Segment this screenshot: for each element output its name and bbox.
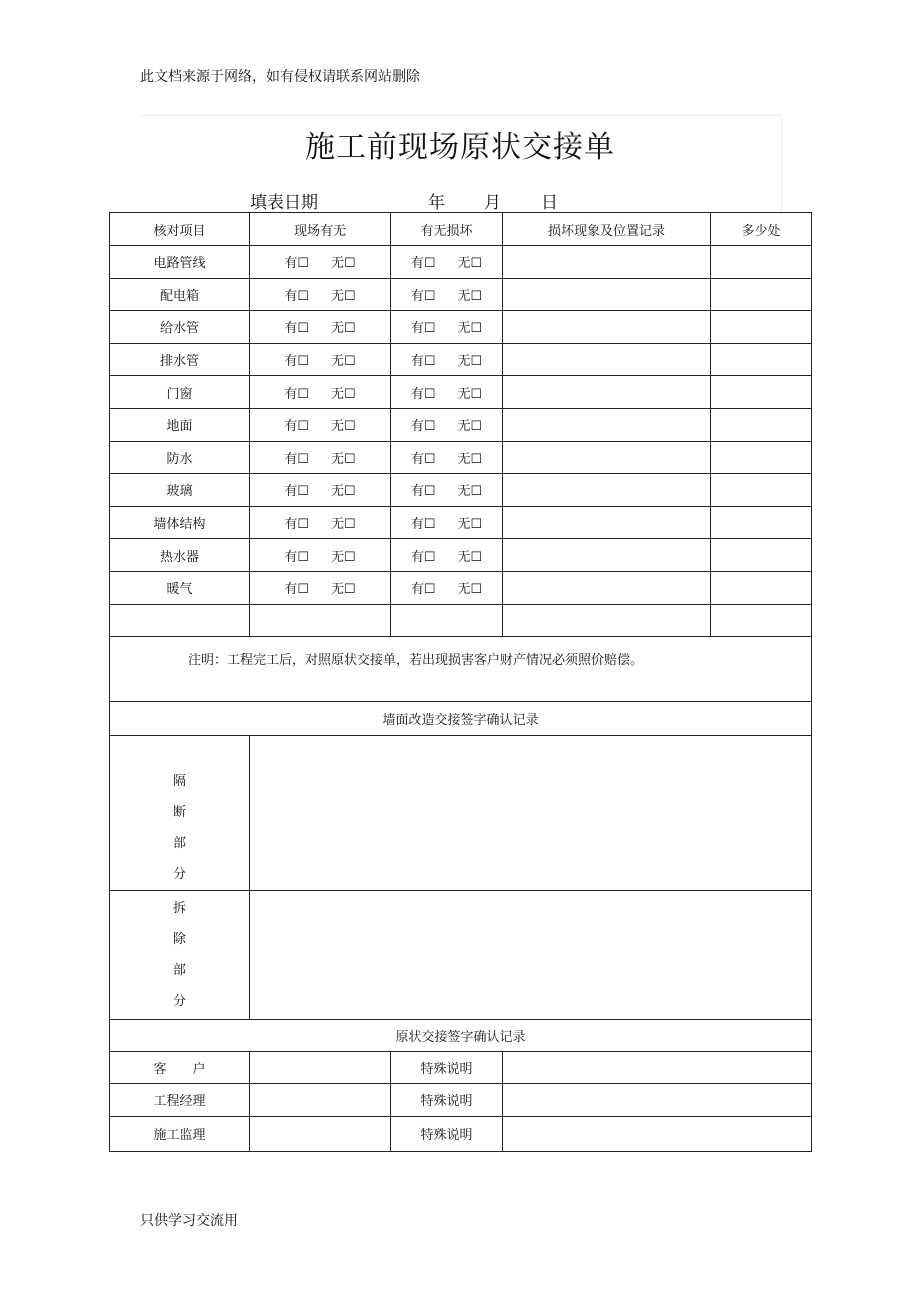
yes-checkbox[interactable]: 有☐ bbox=[410, 582, 436, 598]
count-cell[interactable] bbox=[711, 539, 812, 572]
yes-checkbox[interactable]: 有☐ bbox=[284, 549, 309, 565]
yes-checkbox[interactable]: 有☐ bbox=[284, 288, 309, 304]
present-cell bbox=[250, 278, 391, 311]
no-checkbox[interactable]: 无☐ bbox=[457, 386, 483, 402]
item-name: 玻璃 bbox=[110, 474, 250, 507]
demolition-label bbox=[110, 890, 250, 1019]
blank-record-cell[interactable] bbox=[503, 604, 711, 636]
record-cell[interactable] bbox=[503, 278, 711, 311]
demolition-char: 分 bbox=[172, 993, 186, 1009]
count-cell[interactable] bbox=[711, 343, 812, 376]
record-cell[interactable] bbox=[503, 311, 711, 344]
no-checkbox[interactable]: 无☐ bbox=[457, 419, 483, 435]
partition-label bbox=[110, 735, 250, 890]
damaged-cell bbox=[391, 408, 503, 441]
yes-checkbox[interactable]: 有☐ bbox=[284, 582, 309, 598]
no-checkbox[interactable]: 无☐ bbox=[457, 451, 483, 467]
note-text: 注明：工程完工后，对照原状交接单，若出现损害客户财产情况必须照价赔偿。 bbox=[110, 636, 812, 701]
damaged-cell bbox=[391, 506, 503, 539]
sign-input-cell[interactable] bbox=[250, 1116, 391, 1151]
header-row bbox=[110, 213, 812, 246]
item-row bbox=[110, 441, 812, 474]
item-name: 电路管线 bbox=[110, 246, 250, 279]
record-cell[interactable] bbox=[503, 474, 711, 507]
wall-section-title-row bbox=[110, 701, 812, 735]
yes-checkbox[interactable]: 有☐ bbox=[410, 451, 436, 467]
record-cell[interactable] bbox=[503, 343, 711, 376]
count-cell[interactable] bbox=[711, 246, 812, 279]
partition-row bbox=[110, 735, 812, 890]
present-cell bbox=[250, 376, 391, 409]
sign-note-label: 特殊说明 bbox=[391, 1116, 503, 1151]
item-name: 门窗 bbox=[110, 376, 250, 409]
partition-char: 断 bbox=[172, 804, 186, 820]
blank-count-cell[interactable] bbox=[711, 604, 812, 636]
sign-note-cell[interactable] bbox=[503, 1084, 812, 1117]
record-cell[interactable] bbox=[503, 376, 711, 409]
no-checkbox[interactable]: 无☐ bbox=[331, 517, 356, 533]
yes-checkbox[interactable]: 有☐ bbox=[284, 484, 309, 500]
item-name: 墙体结构 bbox=[110, 506, 250, 539]
yes-checkbox[interactable]: 有☐ bbox=[410, 321, 436, 337]
sign-note-label: 特殊说明 bbox=[391, 1051, 503, 1084]
blank-item-cell[interactable] bbox=[110, 604, 250, 636]
present-cell bbox=[250, 441, 391, 474]
damaged-cell bbox=[391, 571, 503, 604]
col-header-count: 多少处 bbox=[711, 213, 812, 246]
yes-checkbox[interactable]: 有☐ bbox=[410, 517, 436, 533]
present-cell bbox=[250, 311, 391, 344]
no-checkbox[interactable]: 无☐ bbox=[331, 484, 356, 500]
no-checkbox[interactable]: 无☐ bbox=[331, 256, 356, 272]
no-checkbox[interactable]: 无☐ bbox=[457, 288, 483, 304]
item-name: 地面 bbox=[110, 408, 250, 441]
sign-row-manager bbox=[110, 1084, 812, 1117]
present-cell bbox=[250, 343, 391, 376]
no-checkbox[interactable]: 无☐ bbox=[331, 288, 356, 304]
present-cell bbox=[250, 246, 391, 279]
count-cell[interactable] bbox=[711, 311, 812, 344]
item-name: 防水 bbox=[110, 441, 250, 474]
sign-input-cell[interactable] bbox=[250, 1051, 391, 1084]
damaged-cell bbox=[391, 474, 503, 507]
no-checkbox[interactable]: 无☐ bbox=[457, 549, 483, 565]
item-row bbox=[110, 343, 812, 376]
demolition-content-cell[interactable] bbox=[250, 890, 812, 1019]
partition-char: 分 bbox=[172, 866, 186, 882]
partition-char: 部 bbox=[172, 835, 186, 851]
no-checkbox[interactable]: 无☐ bbox=[331, 451, 356, 467]
yes-checkbox[interactable]: 有☐ bbox=[284, 517, 309, 533]
no-checkbox[interactable]: 无☐ bbox=[331, 321, 356, 337]
wall-section-title: 墙面改造交接签字确认记录 bbox=[110, 701, 812, 735]
no-checkbox[interactable]: 无☐ bbox=[331, 582, 356, 598]
item-row bbox=[110, 278, 812, 311]
sign-role: 工程经理 bbox=[110, 1084, 250, 1117]
partition-char: 隔 bbox=[172, 773, 186, 789]
no-checkbox[interactable]: 无☐ bbox=[331, 549, 356, 565]
item-row bbox=[110, 571, 812, 604]
count-cell[interactable] bbox=[711, 278, 812, 311]
sign-section-title-row bbox=[110, 1019, 812, 1051]
item-row bbox=[110, 311, 812, 344]
date-day: 日 bbox=[541, 193, 558, 213]
header-note: 此文档来源于网络，如有侵权请联系网站删除 bbox=[140, 69, 420, 85]
present-cell bbox=[250, 571, 391, 604]
record-cell[interactable] bbox=[503, 539, 711, 572]
item-name: 配电箱 bbox=[110, 278, 250, 311]
count-cell[interactable] bbox=[711, 571, 812, 604]
no-checkbox[interactable]: 无☐ bbox=[457, 256, 483, 272]
yes-checkbox[interactable]: 有☐ bbox=[284, 419, 309, 435]
no-checkbox[interactable]: 无☐ bbox=[457, 354, 483, 370]
item-name: 热水器 bbox=[110, 539, 250, 572]
blank-present-cell[interactable] bbox=[250, 604, 391, 636]
damaged-cell bbox=[391, 539, 503, 572]
partition-content-cell[interactable] bbox=[250, 735, 812, 890]
no-checkbox[interactable]: 无☐ bbox=[457, 484, 483, 500]
damaged-cell bbox=[391, 343, 503, 376]
demolition-char: 部 bbox=[172, 962, 186, 978]
yes-checkbox[interactable]: 有☐ bbox=[410, 484, 436, 500]
sign-input-cell[interactable] bbox=[250, 1084, 391, 1117]
sign-note-cell[interactable] bbox=[503, 1116, 812, 1151]
blank-row bbox=[110, 604, 812, 636]
present-cell bbox=[250, 506, 391, 539]
item-row bbox=[110, 376, 812, 409]
sign-row-customer bbox=[110, 1051, 812, 1084]
count-cell[interactable] bbox=[711, 474, 812, 507]
damaged-cell bbox=[391, 278, 503, 311]
no-checkbox[interactable]: 无☐ bbox=[331, 419, 356, 435]
item-name: 排水管 bbox=[110, 343, 250, 376]
yes-checkbox[interactable]: 有☐ bbox=[410, 386, 436, 402]
record-cell[interactable] bbox=[503, 408, 711, 441]
yes-checkbox[interactable]: 有☐ bbox=[410, 419, 436, 435]
handover-table bbox=[109, 212, 812, 1152]
yes-checkbox[interactable]: 有☐ bbox=[284, 451, 309, 467]
count-cell[interactable] bbox=[711, 376, 812, 409]
no-checkbox[interactable]: 无☐ bbox=[331, 354, 356, 370]
item-name: 给水管 bbox=[110, 311, 250, 344]
col-header-record: 损坏现象及位置记录 bbox=[503, 213, 711, 246]
col-header-present: 现场有无 bbox=[250, 213, 391, 246]
date-label: 填表日期 bbox=[250, 193, 318, 213]
record-cell[interactable] bbox=[503, 571, 711, 604]
no-checkbox[interactable]: 无☐ bbox=[331, 386, 356, 402]
damaged-cell bbox=[391, 311, 503, 344]
no-checkbox[interactable]: 无☐ bbox=[457, 517, 483, 533]
item-row bbox=[110, 474, 812, 507]
date-year: 年 bbox=[428, 193, 445, 213]
no-checkbox[interactable]: 无☐ bbox=[457, 582, 483, 598]
item-row bbox=[110, 539, 812, 572]
present-cell bbox=[250, 539, 391, 572]
yes-checkbox[interactable]: 有☐ bbox=[410, 256, 436, 272]
record-cell[interactable] bbox=[503, 246, 711, 279]
item-row bbox=[110, 408, 812, 441]
sign-note-cell[interactable] bbox=[503, 1051, 812, 1084]
blank-damaged-cell[interactable] bbox=[391, 604, 503, 636]
yes-checkbox[interactable]: 有☐ bbox=[284, 354, 309, 370]
damaged-cell bbox=[391, 376, 503, 409]
count-cell[interactable] bbox=[711, 441, 812, 474]
col-header-damaged: 有无损坏 bbox=[391, 213, 503, 246]
col-header-item: 核对项目 bbox=[110, 213, 250, 246]
yes-checkbox[interactable]: 有☐ bbox=[284, 321, 309, 337]
present-cell bbox=[250, 408, 391, 441]
damaged-cell bbox=[391, 441, 503, 474]
note-row bbox=[110, 636, 812, 701]
sign-note-label: 特殊说明 bbox=[391, 1084, 503, 1117]
demolition-char: 拆 bbox=[172, 900, 186, 916]
count-cell[interactable] bbox=[711, 408, 812, 441]
record-cell[interactable] bbox=[503, 441, 711, 474]
sign-role: 客 户 bbox=[110, 1051, 250, 1084]
demolition-row bbox=[110, 890, 812, 1019]
page-title: 施工前现场原状交接单 bbox=[305, 130, 615, 165]
demolition-char: 除 bbox=[172, 931, 186, 947]
damaged-cell bbox=[391, 246, 503, 279]
sign-role: 施工监理 bbox=[110, 1116, 250, 1151]
yes-checkbox[interactable]: 有☐ bbox=[284, 256, 309, 272]
item-row bbox=[110, 246, 812, 279]
yes-checkbox[interactable]: 有☐ bbox=[410, 288, 436, 304]
sign-section-title: 原状交接签字确认记录 bbox=[110, 1019, 812, 1051]
sign-row-supervisor bbox=[110, 1116, 812, 1151]
date-month: 月 bbox=[484, 193, 501, 213]
footer-note: 只供学习交流用 bbox=[140, 1213, 238, 1229]
record-cell[interactable] bbox=[503, 506, 711, 539]
yes-checkbox[interactable]: 有☐ bbox=[410, 549, 436, 565]
item-name: 暖气 bbox=[110, 571, 250, 604]
no-checkbox[interactable]: 无☐ bbox=[457, 321, 483, 337]
count-cell[interactable] bbox=[711, 506, 812, 539]
yes-checkbox[interactable]: 有☐ bbox=[410, 354, 436, 370]
yes-checkbox[interactable]: 有☐ bbox=[284, 386, 309, 402]
item-row bbox=[110, 506, 812, 539]
present-cell bbox=[250, 474, 391, 507]
